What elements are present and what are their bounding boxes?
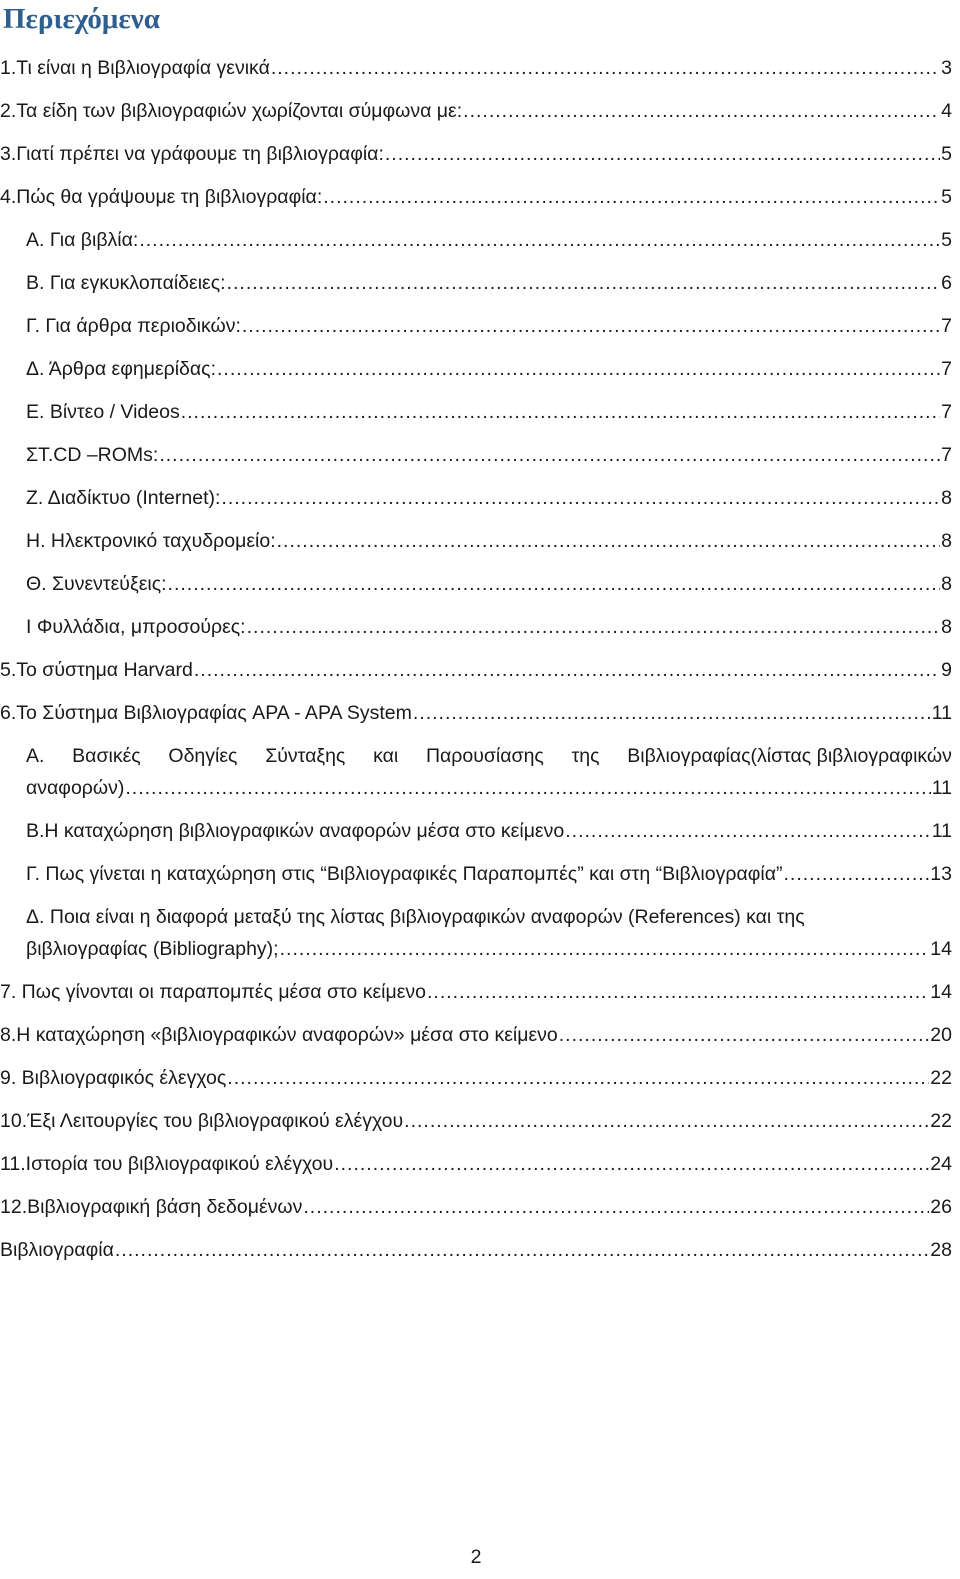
toc-entry[interactable] — [0, 176, 952, 219]
toc-entry-page: 5 — [941, 143, 952, 165]
dot-leader — [227, 1062, 929, 1094]
toc-entry-page: 22 — [930, 1110, 952, 1132]
toc-entry-label: ΣΤ.CD –ROMs: — [26, 444, 159, 466]
table-of-contents — [0, 47, 952, 1272]
toc-entry-label: Β. Για εγκυκλοπαίδειες: — [26, 272, 226, 294]
dot-leader — [413, 697, 931, 729]
toc-entry[interactable] — [0, 896, 952, 971]
toc-entry-label: Ι Φυλλάδια, μπροσούρες: — [26, 616, 246, 638]
toc-entry-label: 2.Τα είδη των βιβλιογραφιών χωρίζονται σύμφωνα με: — [0, 100, 463, 122]
toc-entry-label: 1.Τι είναι η Βιβλιογραφία γενικά — [0, 57, 270, 79]
toc-entry-label: Γ. Πως γίνεται η καταχώρηση στις “Βιβλιογραφικές Παραπομπές” και στη “Βιβλιογραφία” — [26, 863, 783, 885]
toc-entry-word: και — [373, 745, 399, 767]
dot-leader — [168, 568, 941, 600]
toc-entry-page: 7 — [941, 444, 952, 466]
toc-entry[interactable] — [0, 219, 952, 262]
toc-entry[interactable] — [0, 1014, 952, 1057]
toc-entry-word: Οδηγίες — [168, 745, 238, 767]
toc-entry-label: 7. Πως γίνονται οι παραπομπές μέσα στο κείμενο — [0, 981, 426, 1003]
dot-leader — [404, 1105, 929, 1137]
toc-entry[interactable] — [0, 1143, 952, 1186]
toc-entry[interactable] — [0, 649, 952, 692]
toc-entry-page: 14 — [930, 938, 952, 960]
toc-entry-page: 11 — [931, 777, 952, 799]
toc-entry-page: 8 — [941, 616, 952, 638]
toc-entry-label: Δ. Άρθρα εφημερίδας: — [26, 358, 217, 380]
toc-entry-page: 7 — [941, 315, 952, 337]
dot-leader — [323, 181, 940, 213]
toc-entry-page: 9 — [941, 659, 952, 681]
toc-entry[interactable] — [0, 133, 952, 176]
toc-entry[interactable] — [0, 305, 952, 348]
toc-entry-page: 20 — [930, 1024, 952, 1046]
toc-entry-page: 14 — [930, 981, 952, 1003]
dot-leader — [280, 933, 930, 965]
toc-entry[interactable] — [0, 520, 952, 563]
toc-entry-word: Α. — [26, 745, 45, 767]
toc-entry-page: 7 — [941, 358, 952, 380]
toc-entry[interactable] — [0, 810, 952, 853]
toc-entry-page: 8 — [941, 573, 952, 595]
toc-entry-page: 22 — [930, 1067, 952, 1089]
toc-entry-label: 5.Το σύστημα Harvard — [0, 659, 193, 681]
toc-entry-label: 4.Πώς θα γράψουμε τη βιβλιογραφία: — [0, 186, 323, 208]
toc-entry-page: 6 — [941, 272, 952, 294]
toc-entry[interactable] — [0, 735, 952, 810]
dot-leader — [217, 353, 940, 385]
toc-entry-page: 11 — [931, 820, 952, 842]
toc-entry-label: Α. Για βιβλία: — [26, 229, 139, 251]
dot-leader — [159, 439, 940, 471]
toc-entry-label: Βιβλιογραφία — [0, 1239, 114, 1261]
toc-entry-label: Β.Η καταχώρηση βιβλιογραφικών αναφορών μέσα στο κείμενο — [26, 820, 565, 842]
toc-entry-label: Ε. Βίντεο / Videos — [26, 401, 180, 423]
toc-entry[interactable] — [0, 692, 952, 735]
toc-entry-page: 8 — [941, 487, 952, 509]
toc-entry-label: βιβλιογραφίας (Bibliography); — [26, 938, 279, 960]
dot-leader — [181, 396, 940, 428]
toc-entry-label: Ζ. Διαδίκτυο (Internet): — [26, 487, 221, 509]
toc-entry-page: 26 — [930, 1196, 952, 1218]
toc-entry-label: 9. Βιβλιογραφικός έλεγχος — [0, 1067, 227, 1089]
dot-leader — [463, 95, 940, 127]
toc-entry[interactable] — [0, 391, 952, 434]
dot-leader — [427, 976, 929, 1008]
toc-entry-label: Η. Ηλεκτρονικό ταχυδρομείο: — [26, 530, 276, 552]
toc-entry-page: 3 — [941, 57, 952, 79]
dot-leader — [271, 52, 940, 84]
toc-entry[interactable] — [0, 477, 952, 520]
toc-entry[interactable] — [0, 1229, 952, 1272]
dot-leader — [565, 815, 931, 847]
toc-entry[interactable] — [0, 434, 952, 477]
toc-entry[interactable] — [0, 90, 952, 133]
dot-leader — [227, 267, 941, 299]
toc-entry-label: 10.Έξι Λειτουργίες του βιβλιογραφικού ελέγχου — [0, 1110, 404, 1132]
toc-entry[interactable] — [0, 853, 952, 896]
toc-entry[interactable] — [0, 47, 952, 90]
toc-entry-label: 8.Η καταχώρηση «βιβλιογραφικών αναφορών» μέσα στο κείμενο — [0, 1024, 558, 1046]
dot-leader — [115, 1234, 929, 1266]
dot-leader — [247, 611, 941, 643]
dot-leader — [194, 654, 940, 686]
toc-entry-label: 11.Ιστορία του βιβλιογραφικού ελέγχου — [0, 1153, 334, 1175]
dot-leader — [277, 525, 941, 557]
toc-entry-page: 8 — [941, 530, 952, 552]
toc-entry-label: αναφορών) — [26, 777, 125, 799]
toc-entry-label: 6.Το Σύστημα Βιβλιογραφίας APA - APA System — [0, 702, 412, 724]
toc-entry-word: Βασικές — [72, 745, 141, 767]
dot-leader — [385, 138, 940, 170]
toc-entry-label: 12.Βιβλιογραφική βάση δεδομένων — [0, 1196, 303, 1218]
page-number: 2 — [470, 1546, 482, 1568]
toc-entry-page: 24 — [930, 1153, 952, 1175]
toc-entry[interactable] — [0, 971, 952, 1014]
toc-entry-page: 28 — [930, 1239, 952, 1261]
toc-entry-page: 11 — [931, 702, 952, 724]
dot-leader — [334, 1148, 929, 1180]
dot-leader — [303, 1191, 929, 1223]
toc-entry-label: 3.Γιατί πρέπει να γράφουμε τη βιβλιογραφία: — [0, 143, 384, 165]
dot-leader — [559, 1019, 930, 1051]
toc-entry-word: Βιβλιογραφίας(λίστας βιβλιογραφικών — [627, 745, 952, 767]
toc-entry-page: 5 — [941, 229, 952, 251]
toc-entry[interactable] — [0, 348, 952, 391]
dot-leader — [783, 858, 929, 890]
toc-entry[interactable] — [0, 1057, 952, 1100]
toc-entry-first-line: Δ. Ποια είναι η διαφορά μεταξύ της λίστας βιβλιογραφικών αναφορών (References) και της — [26, 906, 805, 928]
toc-entry[interactable] — [0, 262, 952, 305]
toc-entry-page: 7 — [941, 401, 952, 423]
toc-entry[interactable] — [0, 563, 952, 606]
toc-heading: Περιεχόμενα — [3, 3, 160, 35]
toc-entry[interactable] — [0, 1186, 952, 1229]
toc-entry-page: 5 — [941, 186, 952, 208]
dot-leader — [125, 772, 930, 804]
toc-entry[interactable] — [0, 606, 952, 649]
toc-entry-word: Παρουσίασης — [425, 745, 544, 767]
dot-leader — [139, 224, 940, 256]
toc-entry-label: Θ. Συνεντεύξεις: — [26, 573, 167, 595]
toc-entry-word: της — [571, 745, 600, 767]
toc-entry-first-line — [26, 740, 952, 772]
toc-entry-page: 4 — [941, 100, 952, 122]
toc-entry-word: Σύνταξης — [265, 745, 346, 767]
toc-entry-label: Γ. Για άρθρα περιοδικών: — [26, 315, 241, 337]
toc-entry[interactable] — [0, 1100, 952, 1143]
dot-leader — [221, 482, 940, 514]
toc-entry-page: 13 — [930, 863, 952, 885]
dot-leader — [242, 310, 940, 342]
